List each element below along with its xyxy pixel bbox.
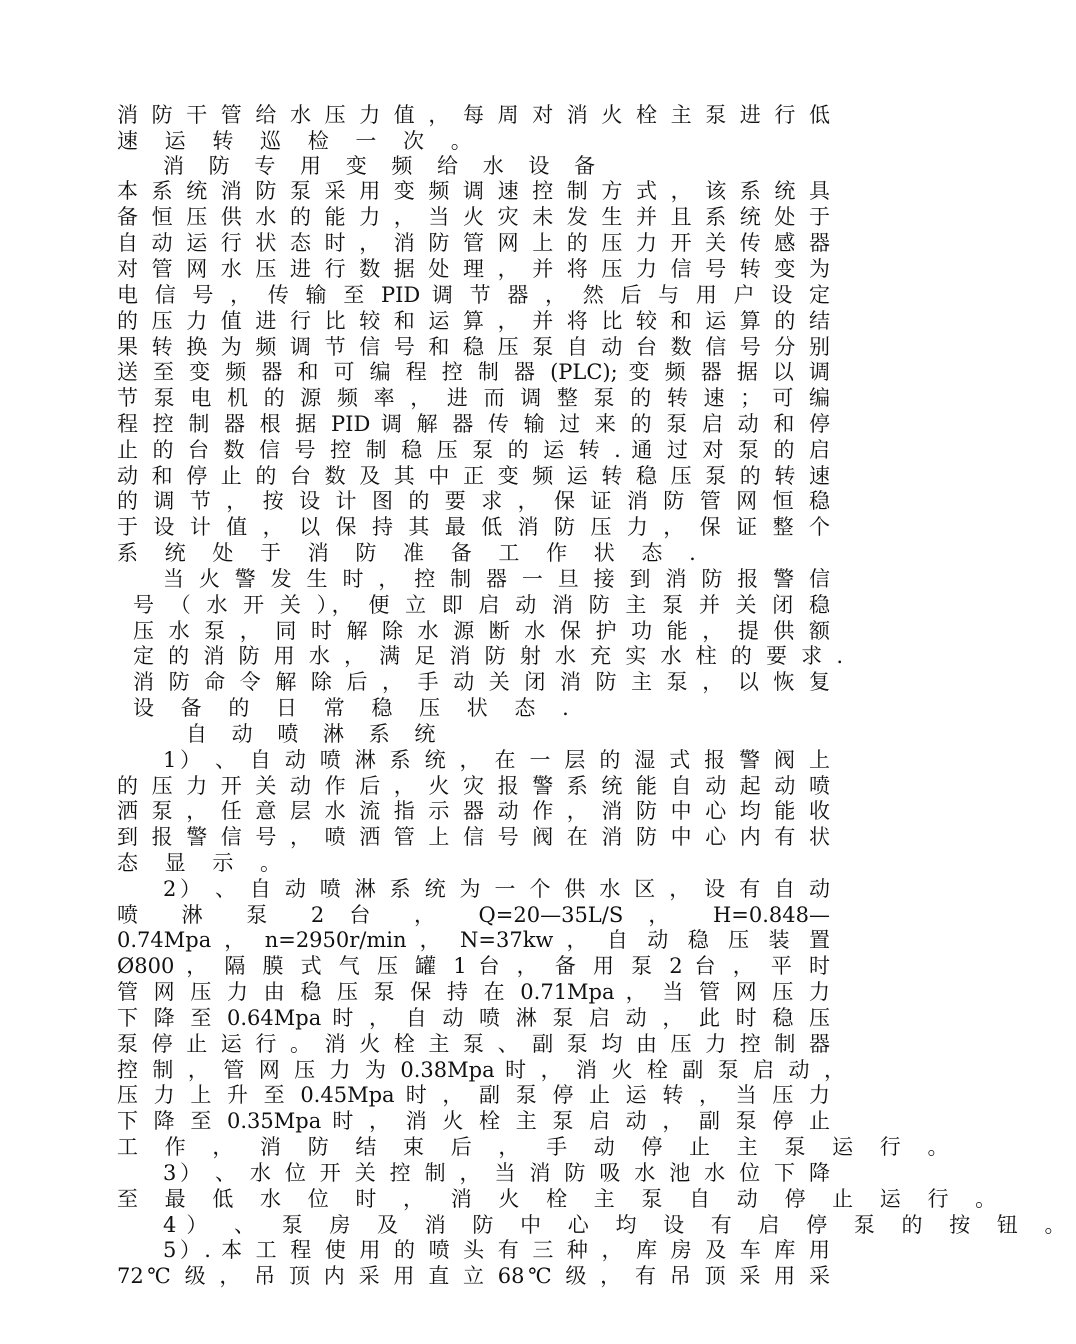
text-line: 自 动 运 行 状 态 时 ， 消 防 管 网 上 的 压 力 开 关 传 感 器 <box>117 231 830 255</box>
text-line: Ø800 ， 隔 膜 式 气 压 罐 1 台 ， 备 用 泵 2 台 ， 平 时 <box>117 954 830 978</box>
text-line: 止 的 台 数 信 号 控 制 稳 压 泵 的 运 转 . 通 过 对 泵 的 启 <box>117 438 830 462</box>
text-line: 0.74Mpa ， n=2950r/min ， N=37kw ， 自 动 稳 压 装 置 <box>117 928 830 952</box>
text-line: 到 报 警 信 号 ， 喷 洒 管 上 信 号 阀 在 消 防 中 心 内 有 状 <box>117 825 830 849</box>
text-line: 的 调 节 ， 按 设 计 图 的 要 求 ， 保 证 消 防 管 网 恒 稳 <box>117 489 830 513</box>
text-line: 2） 、 自 动 喷 淋 系 统 为 一 个 供 水 区 ， 设 有 自 动 <box>163 877 830 901</box>
text-line: 管 网 压 力 由 稳 压 泵 保 持 在 0.71Mpa ， 当 管 网 压 力 <box>117 980 830 1004</box>
text-line: 速 运 转 巡 检 一 次 。 <box>117 129 482 153</box>
text-line: 程 控 制 器 根 据 PID 调 解 器 传 输 过 来 的 泵 启 动 和 停 <box>117 412 830 436</box>
text-line: 工 作 ， 消 防 结 束 后 ， 手 动 停 止 主 泵 运 行 。 <box>117 1135 959 1159</box>
text-line: 5）. 本 工 程 使 用 的 喷 头 有 三 种 ， 库 房 及 车 库 用 <box>163 1238 830 1262</box>
text-line: 消 防 干 管 给 水 压 力 值 ， 每 周 对 消 火 栓 主 泵 进 行 低 <box>117 103 830 127</box>
text-line: 设 备 的 日 常 稳 压 状 态 . <box>133 696 579 720</box>
text-line: 本 系 统 消 防 泵 采 用 变 频 调 速 控 制 方 式 ， 该 系 统 具 <box>117 179 830 203</box>
text-line: 压 力 上 升 至 0.45Mpa 时 ， 副 泵 停 止 运 转 ， 当 压 力 <box>117 1083 830 1107</box>
text-line: 于 设 计 值 ， 以 保 持 其 最 低 消 防 压 力 ， 保 证 整 个 <box>117 515 830 539</box>
text-line: 定 的 消 防 用 水 ， 满 足 消 防 射 水 充 实 水 柱 的 要 求 . <box>133 644 843 668</box>
text-line: 对 管 网 水 压 进 行 数 据 处 理 ， 并 将 压 力 信 号 转 变 为 <box>117 257 830 281</box>
text-line: 备 恒 压 供 水 的 能 力 ， 当 火 灾 未 发 生 并 且 系 统 处 于 <box>117 205 830 229</box>
text-line: 电 信 号 ， 传 输 至 PID 调 节 器 ， 然 后 与 用 户 设 定 <box>117 283 830 307</box>
text-line: 1） 、 自 动 喷 淋 系 统 ， 在 一 层 的 湿 式 报 警 阀 上 <box>163 748 830 772</box>
text-line: 系 统 处 于 消 防 准 备 工 作 状 态 . <box>117 541 706 565</box>
text-line: 洒 泵 ， 任 意 层 水 流 指 示 器 动 作 ， 消 防 中 心 均 能 收 <box>117 799 830 823</box>
text-line: 的 压 力 开 关 动 作 后 ， 火 灾 报 警 系 统 能 自 动 起 动 喷 <box>117 774 830 798</box>
text-line: 当 火 警 发 生 时 ， 控 制 器 一 旦 接 到 消 防 报 警 信 <box>163 567 830 591</box>
text-line: 喷 淋 泵 2 台 ， Q=20—35L/S ， H=0.848— <box>117 903 830 927</box>
text-line: 果 转 换 为 频 调 节 信 号 和 稳 压 泵 自 动 台 数 信 号 分 别 <box>117 335 830 359</box>
text-line: 消 防 命 令 解 除 后 ， 手 动 关 闭 消 防 主 泵 ， 以 恢 复 <box>133 670 830 694</box>
text-line: 动 和 停 止 的 台 数 及 其 中 正 变 频 运 转 稳 压 泵 的 转 速 <box>117 464 830 488</box>
text-line: 下 降 至 0.35Mpa 时 ， 消 火 栓 主 泵 启 动 ， 副 泵 停 止 <box>117 1109 830 1133</box>
text-line: 的 压 力 值 进 行 比 较 和 运 算 ， 并 将 比 较 和 运 算 的 结 <box>117 309 830 333</box>
text-line: 送 至 变 频 器 和 可 编 程 控 制 器 (PLC); 变 频 器 据 以 调 <box>117 360 830 384</box>
text-line: 节 泵 电 机 的 源 频 率 ， 进 而 调 整 泵 的 转 速 ； 可 编 <box>117 386 830 410</box>
section-heading: 消 防 专 用 变 频 给 水 设 备 <box>163 154 605 178</box>
text-line: 号 （ 水 开 关 ）， 便 立 即 启 动 消 防 主 泵 并 关 闭 稳 <box>133 593 830 617</box>
text-line: 至 最 低 水 位 时 ， 消 火 栓 主 泵 自 动 停 止 运 行 。 <box>117 1187 1007 1211</box>
text-line: 4） 、 泵 房 及 消 防 中 心 均 设 有 启 停 泵 的 按 钮 。 <box>163 1213 1076 1237</box>
text-line: 泵 停 止 运 行 。 消 火 栓 主 泵 、 副 泵 均 由 压 力 控 制 器 <box>117 1032 830 1056</box>
text-line: 压 水 泵 ， 同 时 解 除 水 源 断 水 保 护 功 能 ， 提 供 额 <box>133 619 830 643</box>
text-line: 3） 、 水 位 开 关 控 制 ， 当 消 防 吸 水 池 水 位 下 降 <box>163 1161 830 1185</box>
text-line: 72℃ 级 ， 吊 顶 内 采 用 直 立 68℃ 级 ， 有 吊 顶 采 用 采 <box>117 1264 830 1288</box>
section-heading: 自 动 喷 淋 系 统 <box>186 722 445 746</box>
text-line: 态 显 示 。 <box>117 851 292 875</box>
text-line: 下 降 至 0.64Mpa 时 ， 自 动 喷 淋 泵 启 动 ， 此 时 稳 压 <box>117 1006 830 1030</box>
text-line: 控 制 ， 管 网 压 力 为 0.38Mpa 时 ， 消 火 栓 副 泵 启 动 ， <box>117 1058 845 1082</box>
